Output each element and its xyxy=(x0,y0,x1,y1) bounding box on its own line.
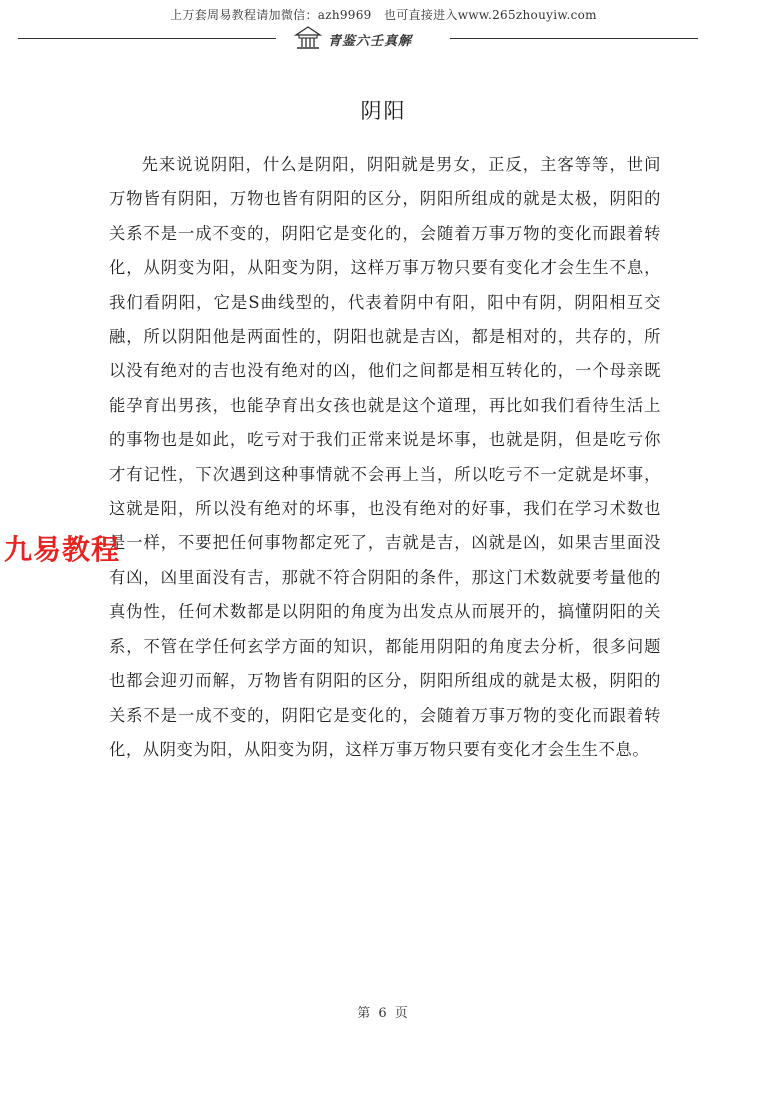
header-rule-left xyxy=(18,38,276,39)
body-paragraph: 先来说说阴阳，什么是阴阳，阴阳就是男女，正反，主客等等，世间万物皆有阴阳，万物也皆有阴阳的区分，阴阳所组成的就是太极，阴阳的关系不是一成不变的，阴阳它是变化的，会随着万事万物的变化而跟着转化，从阴变为阳，从阳变为阴，这样万事万物只要有变化才会生生不息，我们看阴阳，它是S曲线型的，代表着阴中有阳，阳中有阴，阴阳相互交融，所以阴阳他是两面性的，阴阳也就是吉凶，都是相对的，共存的，所以没有绝对的吉也没有绝对的凶，他们之间都是相互转化的，一个母亲既能孕育出男孩，也能孕育出女孩也就是这个道理，再比如我们看待生活上的事物也是如此，吃亏对于我们正常来说是坏事，也就是阴，但是吃亏你才有记性，下次遇到这种事情就不会再上当，所以吃亏不一定就是坏事，这就是阳，所以没有绝对的坏事，也没有绝对的好事，我们在学习术数也是一样，不要把任何事物都定死了，吉就是吉，凶就是凶，如果吉里面没有凶，凶里面没有吉，那就不符合阴阳的条件，那这门术数就要考量他的真伪性，任何术数都是以阴阳的角度为出发点从而展开的，搞懂阴阳的关系，不管在学任何玄学方面的知识，都能用阴阳的角度去分析，很多问题也都会迎刃而解，万物皆有阴阳的区分，阴阳所组成的就是太极，阴阳的关系不是一成不变的，阴阳它是变化的，会随着万事万物的变化而跟着转化，从阴变为阳，从阳变为阴，这样万事万物只要有变化才会生生不息。 xyxy=(109,155,661,759)
page-title: 阴阳 xyxy=(360,99,407,123)
header-rule-right xyxy=(450,38,698,39)
top-watermark-text: 上万套周易教程请加微信：azh9969 也可直接进入www.265zhouyiw.com xyxy=(170,8,597,22)
side-watermark: 九易教程 xyxy=(4,533,121,566)
header-title: 青鉴六壬真解 xyxy=(328,34,413,49)
page-number: 第 6 页 xyxy=(357,1006,410,1021)
running-header xyxy=(18,24,698,54)
temple-logo-icon xyxy=(294,26,322,50)
